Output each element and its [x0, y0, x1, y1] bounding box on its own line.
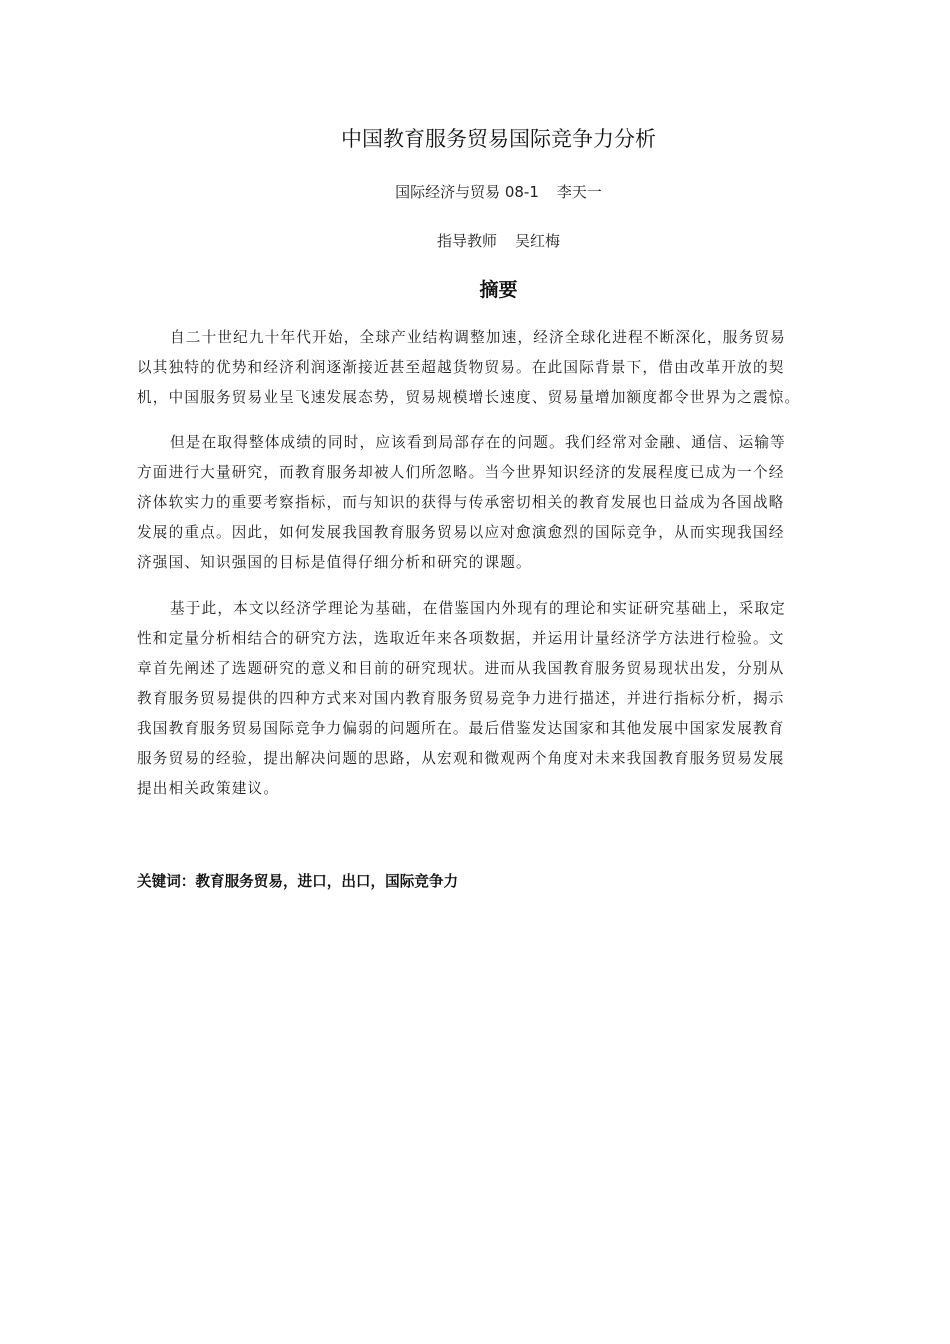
advisor-label: 指导教师: [436, 232, 497, 250]
keywords-line: 关键词：教育服务贸易，进口，出口，国际竞争力: [137, 873, 459, 890]
paragraph-line: 章首先阐述了选题研究的意义和目前的研究现状。进而从我国教育服务贸易现状出发，分别从: [137, 660, 785, 677]
advisor-line: [0, 230, 950, 252]
paragraph-line: 教育服务贸易提供的四种方式来对国内教育服务贸易竞争力进行描述，并进行指标分析，揭示: [137, 690, 785, 707]
paragraph-line: 基于此，本文以经济学理论为基础，在借鉴国内外现有的理论和实证研究基础上，采取定: [170, 600, 786, 617]
document-title: 中国教育服务贸易国际竞争力分析: [341, 127, 656, 151]
program-name: 国际经济与贸易 08-1: [395, 183, 539, 201]
paragraph-line: 但是在取得整体成绩的同时，应该看到局部存在的问题。我们经常对金融、通信、运输等: [170, 434, 786, 451]
abstract-paragraph-3: [137, 594, 857, 804]
paragraph-line: 方面进行大量研究，而教育服务却被人们所忽略。当今世界知识经济的发展程度已成为一个经: [137, 464, 785, 481]
paragraph-line: 我国教育服务贸易国际竞争力偏弱的问题所在。最后借鉴发达国家和其他发展中国家发展教育: [137, 720, 785, 737]
paragraph-line: 提出相关政策建议。: [137, 780, 280, 797]
paragraph-line: 服务贸易的经验，提出解决问题的思路，从宏观和微观两个角度对未来我国教育服务贸易发展: [137, 750, 785, 767]
paragraph-line: 自二十世纪九十年代开始，全球产业结构调整加速，经济全球化进程不断深化，服务贸易: [170, 329, 786, 346]
paragraph-line: 济体软实力的重要考察指标，而与知识的获得与传承密切相关的教育发展也日益成为各国战略: [137, 494, 785, 511]
paragraph-line: 机，中国服务贸易业呈飞速发展态势，贸易规模增长速度、贸易量增加额度都令世界为之震惊。: [137, 389, 801, 406]
paragraph-line: 济强国、知识强国的目标是值得仔细分析和研究的课题。: [137, 554, 532, 571]
paragraph-line: 性和定量分析相结合的研究方法，选取近年来各项数据，并运用计量经济学方法进行检验。文: [137, 630, 785, 647]
abstract-paragraph-2: [137, 428, 857, 578]
author-line: [0, 181, 950, 203]
paragraph-line: 以其独特的优势和经济利润逐渐接近甚至超越货物贸易。在此国际背景下，借由改革开放的契: [137, 359, 785, 376]
abstract-heading: 摘要: [479, 279, 518, 301]
author-name: 李天一: [556, 183, 602, 201]
abstract-paragraph-1: [137, 323, 857, 413]
advisor-name: 吴红梅: [515, 232, 561, 250]
paragraph-line: 发展的重点。因此，如何发展我国教育服务贸易以应对愈演愈烈的国际竞争，从而实现我国经: [137, 524, 785, 541]
